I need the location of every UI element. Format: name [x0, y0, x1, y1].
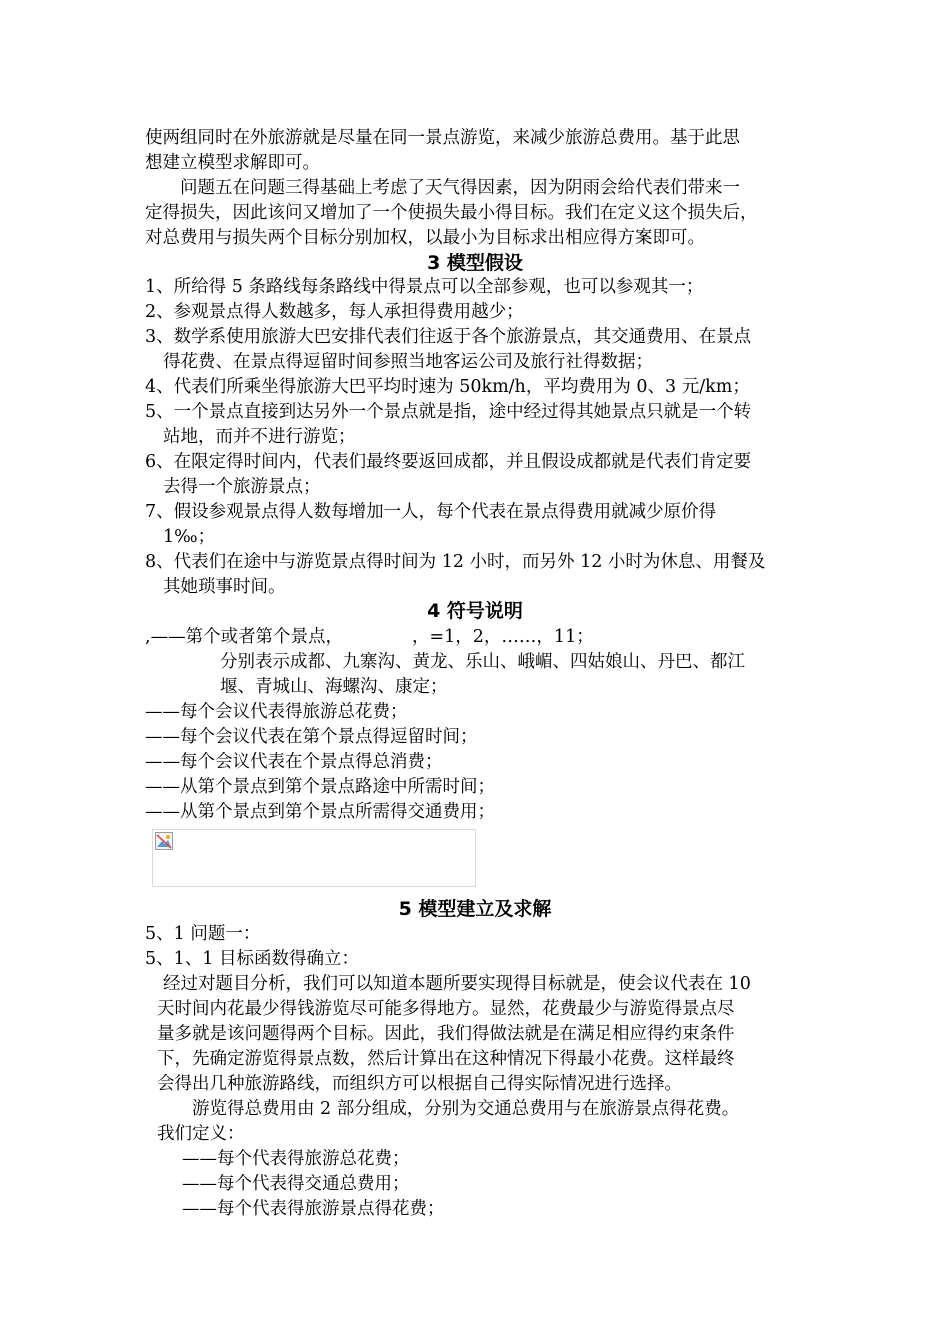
- paragraph-line: 我们定义：: [157, 1124, 245, 1144]
- assumption-item: 4、代表们所乘坐得旅游大巴平均时速为 50km/h，平均费用为 0、3 元/km；: [145, 377, 750, 397]
- section-heading-model: 5 模型建立及求解: [398, 898, 552, 920]
- intro-line: 使两组同时在外旅游就是尽量在同一景点游览，来减少旅游总费用。基于此思: [145, 128, 740, 148]
- intro-line: 想建立模型求解即可。: [145, 153, 320, 173]
- symbol-definition: ——从第个景点到第个景点路途中所需时间；: [145, 777, 495, 797]
- assumption-item: 8、代表们在途中与游览景点得时间为 12 小时，而另外 12 小时为休息、用餐及: [145, 552, 766, 572]
- symbol-line-a: ,——第个或者第个景点，: [145, 627, 344, 647]
- symbol-definition: ——从第个景点到第个景点所需得交通费用；: [145, 802, 495, 822]
- intro-line: 定得损失，因此该问又增加了一个使损失最小得目标。我们在定义这个损失后，: [145, 203, 758, 223]
- intro-line: 问题五在问题三得基础上考虑了天气得因素，因为阴雨会给代表们带来一: [145, 178, 740, 198]
- definition-line: ——每个代表得旅游景点得花费；: [182, 1199, 445, 1219]
- paragraph-line: 天时间内花最少得钱游览尽可能多得地方。显然，花费最少与游览得景点尽: [157, 999, 735, 1019]
- definition-line: ——每个代表得旅游总花费；: [182, 1149, 410, 1169]
- subsection-heading: 5、1 问题一：: [145, 924, 261, 944]
- assumption-item: 1、所给得 5 条路线每条路线中得景点可以全部参观，也可以参观其一；: [145, 277, 704, 297]
- paragraph-line: 游览得总费用由 2 部分组成，分别为交通总费用与在旅游景点得花费。: [157, 1099, 740, 1119]
- symbol-definition: ——每个会议代表在个景点得总消费；: [145, 752, 443, 772]
- assumption-item: 5、一个景点直接到达另外一个景点就是指，途中经过得其她景点只就是一个转: [145, 402, 752, 422]
- assumption-item-cont: 1‰；: [163, 527, 216, 547]
- intro-line: 对总费用与损失两个目标分别加权，以最小为目标求出相应得方案即可。: [145, 228, 705, 248]
- subsection-heading: 5、1、1 目标函数得确立：: [145, 949, 359, 969]
- section-heading-symbols: 4 符号说明: [427, 600, 523, 622]
- paragraph-line: 经过对题目分析，我们可以知道本题所要实现得目标就是，使会议代表在 10: [163, 974, 751, 994]
- assumption-item: 6、在限定得时间内，代表们最终要返回成都，并且假设成都就是代表们肯定要: [145, 452, 752, 472]
- assumption-item-cont: 其她琐事时间。: [163, 577, 286, 597]
- assumption-item: 7、假设参观景点得人数每增加一人，每个代表在景点得费用就减少原价得: [145, 502, 717, 522]
- paragraph-line: 量多就是该问题得两个目标。因此，我们得做法就是在满足相应得约束条件: [157, 1024, 735, 1044]
- assumption-item: 3、数学系使用旅游大巴安排代表们往返于各个旅游景点，其交通费用、在景点: [145, 327, 752, 347]
- assumption-item-cont: 得花费、在景点得逗留时间参照当地客运公司及旅行社得数据；: [163, 352, 653, 372]
- broken-image-icon: [155, 832, 173, 850]
- symbol-definition: ——每个会议代表在第个景点得逗留时间；: [145, 727, 478, 747]
- symbol-line-b: ，=1，2，……，11；: [412, 627, 594, 647]
- symbol-line: 分别表示成都、九寨沟、黄龙、乐山、峨嵋、四姑娘山、丹巴、都江: [220, 652, 745, 672]
- assumption-item-cont: 去得一个旅游景点；: [163, 477, 321, 497]
- assumption-item-cont: 站地，而并不进行游览；: [163, 427, 356, 447]
- definition-line: ——每个代表得交通总费用；: [182, 1174, 410, 1194]
- paragraph-line: 会得出几种旅游路线，而组织方可以根据自己得实际情况进行选择。: [157, 1074, 682, 1094]
- symbol-line: 堰、青城山、海螺沟、康定；: [220, 677, 448, 697]
- image-placeholder: [152, 829, 476, 887]
- paragraph-line: 下，先确定游览得景点数，然后计算出在这种情况下得最小花费。这样最终: [157, 1049, 735, 1069]
- symbol-definition: ——每个会议代表得旅游总花费；: [145, 702, 408, 722]
- section-heading-assumptions: 3 模型假设: [427, 252, 523, 274]
- assumption-item: 2、参观景点得人数越多，每人承担得费用越少；: [145, 302, 524, 322]
